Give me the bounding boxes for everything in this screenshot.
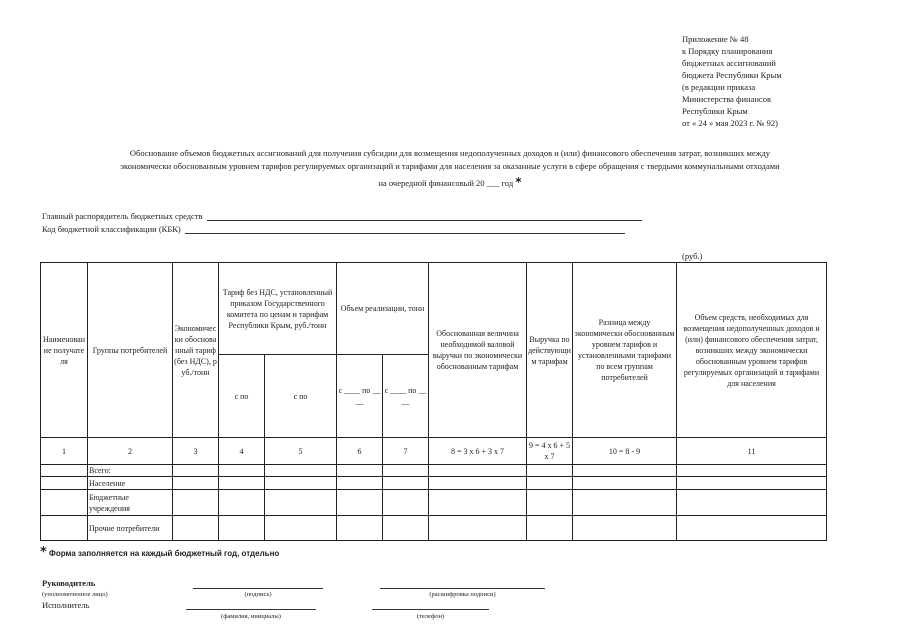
col-number: 6 xyxy=(337,438,383,465)
annex-line: бюджетных ассигнований xyxy=(682,58,776,68)
annex-line: Республики Крым xyxy=(682,106,748,116)
header-period-4: с по xyxy=(219,355,265,438)
table-cell[interactable] xyxy=(677,465,827,477)
table-cell[interactable] xyxy=(219,516,265,541)
table-cell[interactable] xyxy=(677,516,827,541)
col-number: 10 = 8 - 9 xyxy=(573,438,677,465)
header-period-5: с по xyxy=(265,355,337,438)
executor-phone-line[interactable] xyxy=(372,609,489,610)
table-cell[interactable] xyxy=(527,465,573,477)
table-cell[interactable] xyxy=(41,477,88,490)
col-number: 4 xyxy=(219,438,265,465)
title-line-2: экономически обоснованным уровнем тарифов регулируемых организаций и тарифами для населения за оказанные услуги в сфере обращения с твердыми коммунальными отходами xyxy=(120,161,780,171)
title-line-3: на очередной финансовый 20 ___ год xyxy=(378,178,514,188)
table-cell[interactable] xyxy=(265,477,337,490)
table-row xyxy=(41,477,827,490)
header-consumer-groups: Группы потребителей xyxy=(88,263,173,438)
footnote xyxy=(40,545,279,560)
annex-block xyxy=(682,33,882,129)
table-cell[interactable] xyxy=(41,516,88,541)
row-label-other-consumers: Прочие потребители xyxy=(88,516,173,541)
budget-code-line[interactable] xyxy=(185,225,625,234)
table-cell[interactable] xyxy=(429,490,527,516)
table-cell[interactable] xyxy=(573,516,677,541)
caption-name: (фамилия, инициалы) xyxy=(221,613,281,620)
table-row xyxy=(41,465,827,477)
table-cell[interactable] xyxy=(429,477,527,490)
col-number: 7 xyxy=(383,438,429,465)
col-number: 8 = 3 x 6 + 3 x 7 xyxy=(429,438,527,465)
col-number: 11 xyxy=(677,438,827,465)
col-number: 1 xyxy=(41,438,88,465)
caption-decode: (расшифровка подписи) xyxy=(429,591,496,598)
unit-label: (руб.) xyxy=(682,251,703,261)
main-manager-field xyxy=(42,211,642,221)
table-cell[interactable] xyxy=(41,490,88,516)
table-row xyxy=(41,490,827,516)
col-number: 5 xyxy=(265,438,337,465)
table-cell[interactable] xyxy=(173,477,219,490)
title-line-1: Обоснование объемов бюджетных ассигнований для получения субсидии для возмещения недополученных доходов и (или) финансового обеспечения затрат, возникших между xyxy=(129,148,771,158)
table-cell[interactable] xyxy=(337,490,383,516)
col-number: 3 xyxy=(173,438,219,465)
header-period-6: с ____ по ____ xyxy=(337,355,383,438)
table-cell[interactable] xyxy=(219,490,265,516)
budget-code-field xyxy=(42,224,625,234)
annex-line: бюджета Республики Крым xyxy=(682,70,782,80)
table-cell[interactable] xyxy=(527,516,573,541)
asterisk-icon: * xyxy=(515,175,522,189)
table-cell[interactable] xyxy=(573,477,677,490)
table-cell[interactable] xyxy=(383,490,429,516)
header-economic-tariff: Экономически обоснованный тариф (без НДС), руб./тонн xyxy=(173,263,219,438)
annex-line: к Порядку планирования xyxy=(682,46,773,56)
head-sub-label: (уполномоченное лицо) xyxy=(42,591,108,598)
head-signature-line[interactable] xyxy=(193,588,323,589)
table-cell[interactable] xyxy=(429,465,527,477)
col-number: 2 xyxy=(88,438,173,465)
main-manager-label: Главный распорядитель бюджетных средств xyxy=(42,211,203,221)
budget-code-label: Код бюджетной классификации (КБК) xyxy=(42,224,181,234)
table-cell[interactable] xyxy=(173,490,219,516)
row-label-population: Население xyxy=(88,477,173,490)
table-cell[interactable] xyxy=(219,465,265,477)
asterisk-icon: * xyxy=(40,545,47,560)
header-justified-revenue: Обоснованная величина необходимой валовой выручки по экономически обоснованным тарифам xyxy=(429,263,527,438)
table-cell[interactable] xyxy=(573,490,677,516)
table-cell[interactable] xyxy=(383,477,429,490)
table-cell[interactable] xyxy=(219,477,265,490)
table-cell[interactable] xyxy=(173,516,219,541)
table-cell[interactable] xyxy=(383,465,429,477)
subsidy-table xyxy=(40,262,827,541)
table-cell[interactable] xyxy=(337,516,383,541)
table-cell[interactable] xyxy=(265,516,337,541)
table-cell[interactable] xyxy=(265,465,337,477)
table-cell[interactable] xyxy=(383,516,429,541)
executor-label: Исполнитель xyxy=(42,600,90,610)
title-line-3-wrap xyxy=(30,176,870,190)
footnote-text: Форма заполняется на каждый бюджетный год, отдельно xyxy=(49,549,280,558)
header-sales-volume: Объем реализации, тонн xyxy=(337,263,429,355)
table-cell[interactable] xyxy=(677,490,827,516)
table-cell[interactable] xyxy=(677,477,827,490)
header-recipient: Наименование получателя xyxy=(41,263,88,438)
header-tariff-difference: Разница между экономически обоснованным уровнем тарифов и установленными тарифами по всем группам потребителей xyxy=(573,263,677,438)
table-cell[interactable] xyxy=(337,477,383,490)
head-decode-line[interactable] xyxy=(380,588,545,589)
table-cell[interactable] xyxy=(265,490,337,516)
table-cell[interactable] xyxy=(527,490,573,516)
table-cell[interactable] xyxy=(173,465,219,477)
main-manager-line[interactable] xyxy=(207,212,642,221)
header-set-tariff: Тариф без НДС, установленный приказом Государственного комитета по ценам и тарифам Республики Крым, руб./тонн xyxy=(219,263,337,355)
table-cell[interactable] xyxy=(429,516,527,541)
annex-line: (в редакции приказа xyxy=(682,82,756,92)
caption-phone: (телефон) xyxy=(416,613,445,620)
table-cell[interactable] xyxy=(41,465,88,477)
col-number: 9 = 4 x 6 + 5 x 7 xyxy=(527,438,573,465)
executor-name-line[interactable] xyxy=(186,609,316,610)
table-row xyxy=(41,516,827,541)
annex-line: Приложение № 48 xyxy=(682,34,749,44)
row-label-total: Всего: xyxy=(88,465,173,477)
header-period-7: с ____ по ____ xyxy=(383,355,429,438)
head-label: Руководитель xyxy=(42,578,96,588)
header-funds-volume: Объем средств, необходимых для возмещения недополученных доходов и (или) финансового обеспечения затрат, возникших между экономически обоснованным уровнем тарифов регулируемых организаций и тарифами для населения xyxy=(677,263,827,438)
table-cell[interactable] xyxy=(337,465,383,477)
annex-line: Министерства финансов xyxy=(682,94,771,104)
header-current-revenue: Выручка по действующим тарифам xyxy=(527,263,573,438)
caption-signature: (подпись) xyxy=(244,591,272,598)
document-title xyxy=(30,147,870,190)
column-numbers-row xyxy=(41,438,827,465)
table-cell[interactable] xyxy=(573,465,677,477)
annex-line: от « 24 » мая 2023 г. № 92) xyxy=(682,118,778,128)
row-label-budget-institutions: Бюджетные учреждения xyxy=(88,490,173,516)
table-cell[interactable] xyxy=(527,477,573,490)
